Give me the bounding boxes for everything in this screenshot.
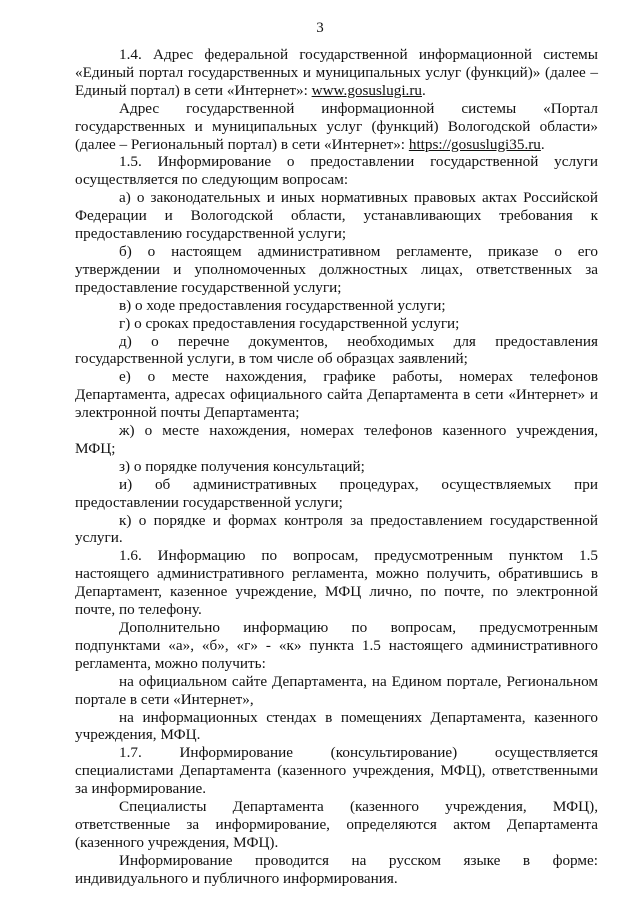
paragraph-text: а) о законодательных и иных нормативных правовых актах Российской Федерации и Вологодской области, устанавливающих требования к предоставлению государственной услуги; bbox=[75, 189, 598, 243]
paragraph-p7 bbox=[75, 315, 598, 333]
paragraph-p14 bbox=[75, 547, 598, 619]
paragraph-p18 bbox=[75, 744, 598, 798]
paragraph-text: Адрес государственной информационной системы «Портал государственных и муниципальных услуг (функций) Вологодской области» (далее – Региональный портал) в сети «Интернет»: bbox=[75, 99, 598, 153]
paragraph-p13 bbox=[75, 512, 598, 548]
paragraph-p10 bbox=[75, 422, 598, 458]
paragraph-p8 bbox=[75, 333, 598, 369]
paragraph-text: Специалисты Департамента (казенного учреждения, МФЦ), ответственные за информирование, определяются актом Департамента (казенного учреждения, МФЦ). bbox=[75, 798, 598, 851]
paragraph-p4 bbox=[75, 189, 598, 243]
paragraph-p16 bbox=[75, 673, 598, 709]
hyperlink[interactable]: https://gosuslugi35.ru bbox=[408, 135, 541, 153]
paragraph-p1 bbox=[75, 46, 598, 100]
hyperlink[interactable]: www.gosuslugi.ru bbox=[311, 81, 422, 99]
paragraph-text: Информирование проводится на русском языке в форме: индивидуального и публичного информирования. bbox=[75, 851, 598, 887]
paragraph-p9 bbox=[75, 368, 598, 422]
paragraph-text: в) о ходе предоставления государственной услуги; bbox=[119, 296, 446, 314]
paragraph-text: 1.6. Информацию по вопросам, предусмотренным пунктом 1.5 настоящего административного регламента, можно получить, обратившись в Департамент, казенное учреждение, МФЦ лично, по почте, по электронной почте, по телефону. bbox=[75, 547, 598, 619]
paragraph-p2 bbox=[75, 100, 598, 154]
paragraph-p3 bbox=[75, 153, 598, 189]
page-number: 3 bbox=[316, 20, 324, 36]
paragraph-text: Дополнительно информацию по вопросам, предусмотренным подпунктами «а», «б», «г» - «к» пункта 1.5 настоящего административного регламента, можно получить: bbox=[75, 619, 598, 672]
paragraph-text: к) о порядке и формах контроля за предоставлением государственной услуги. bbox=[75, 511, 598, 547]
paragraph-p5 bbox=[75, 243, 598, 297]
paragraph-text: 1.4. Адрес федеральной государственной информационной системы «Единый портал государственных и муниципальных услуг (функций)» (далее – Единый портал) в сети «Интернет»: bbox=[75, 46, 598, 99]
paragraph-text: з) о порядке получения консультаций; bbox=[119, 457, 365, 475]
paragraph-text: б) о настоящем административном регламенте, приказе о его утверждении и уполномоченных должностных лицах, ответственных за предоставление государственной услуги; bbox=[75, 242, 598, 296]
paragraph-text: е) о месте нахождения, графике работы, номерах телефонов Департамента, адресах официального сайта Департамента в сети «Интернет» и электронной почты Департамента; bbox=[75, 368, 598, 422]
paragraph-p11 bbox=[75, 458, 598, 476]
paragraph-p6 bbox=[75, 297, 598, 315]
paragraph-text: 1.7. Информирование (консультирование) осуществляется специалистами Департамента (казенного учреждения, МФЦ), ответственными за информирование. bbox=[75, 744, 598, 798]
paragraph-p12 bbox=[75, 476, 598, 512]
paragraph-text: на информационных стендах в помещениях Департамента, казенного учреждения, МФЦ. bbox=[75, 708, 598, 744]
paragraph-p15 bbox=[75, 619, 598, 673]
paragraph-text: г) о сроках предоставления государственной услуги; bbox=[119, 314, 460, 332]
document-body bbox=[75, 46, 598, 888]
paragraph-text: на официальном сайте Департамента, на Едином портале, Региональном портале в сети «Интернет», bbox=[75, 672, 598, 708]
paragraph-text: 1.5. Информирование о предоставлении государственной услуги осуществляется по следующим вопросам: bbox=[75, 153, 598, 189]
paragraph-text: д) о перечне документов, необходимых для предоставления государственной услуги, в том числе об образцах заявлений; bbox=[75, 332, 598, 368]
paragraph-text: . bbox=[422, 81, 426, 99]
paragraph-p20 bbox=[75, 852, 598, 888]
paragraph-text: . bbox=[540, 135, 545, 153]
paragraph-p17 bbox=[75, 709, 598, 745]
paragraph-p19 bbox=[75, 798, 598, 852]
paragraph-text: и) об административных процедурах, осуществляемых при предоставлении государственной услуги; bbox=[75, 475, 598, 511]
paragraph-text: ж) о месте нахождения, номерах телефонов казенного учреждения, МФЦ; bbox=[75, 422, 598, 457]
